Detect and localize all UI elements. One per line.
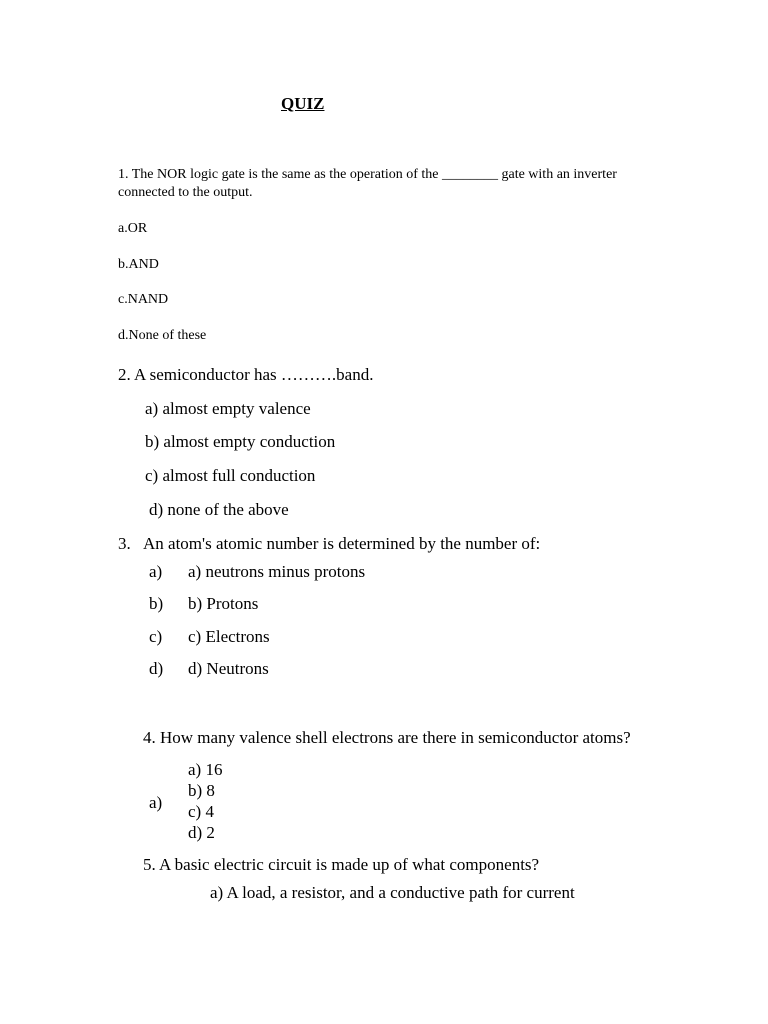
q1-option-c: c.NAND bbox=[118, 292, 169, 307]
q3-question: An atom's atomic number is determined by the number of: bbox=[143, 534, 541, 553]
q3-outer-letter-b: b) bbox=[149, 594, 164, 613]
q4-option-a: a) 16 bbox=[188, 760, 223, 779]
q3-outer-letter-a: a) bbox=[149, 562, 163, 581]
q5-option-a: a) A load, a resistor, and a conductive path for current bbox=[210, 883, 575, 902]
q1-option-d: d.None of these bbox=[118, 328, 207, 343]
q4-option-b: b) 8 bbox=[188, 781, 215, 800]
page-title: QUIZ bbox=[281, 94, 325, 113]
q2-option-d: d) none of the above bbox=[149, 500, 289, 519]
q4-option-d: d) 2 bbox=[188, 823, 215, 842]
q5-question: 5. A basic electric circuit is made up of what components? bbox=[143, 855, 540, 874]
q3-option-a: a) neutrons minus protons bbox=[188, 562, 366, 581]
q3-outer-letter-c: c) bbox=[149, 627, 163, 646]
q3-number: 3. bbox=[118, 534, 131, 553]
q1-text-line-1: 1. The NOR logic gate is the same as the operation of the ________ gate with an inverter bbox=[118, 167, 617, 182]
q4-outer-letter: a) bbox=[149, 793, 163, 812]
q4-option-c: c) 4 bbox=[188, 802, 214, 821]
q2-option-b: b) almost empty conduction bbox=[145, 432, 336, 451]
q1-option-b: b.AND bbox=[118, 257, 159, 272]
q2-question: 2. A semiconductor has ……….band. bbox=[118, 365, 374, 384]
q3-outer-letter-d: d) bbox=[149, 659, 164, 678]
q3-option-d: d) Neutrons bbox=[188, 659, 269, 678]
q3-option-c: c) Electrons bbox=[188, 627, 270, 646]
q2-option-a: a) almost empty valence bbox=[145, 399, 311, 418]
q1-text-line-2: connected to the output. bbox=[118, 185, 253, 200]
q4-question: 4. How many valence shell electrons are there in semiconductor atoms? bbox=[143, 728, 631, 747]
q1-option-a: a.OR bbox=[118, 221, 148, 236]
q2-option-c: c) almost full conduction bbox=[145, 466, 316, 485]
q3-option-b: b) Protons bbox=[188, 594, 259, 613]
